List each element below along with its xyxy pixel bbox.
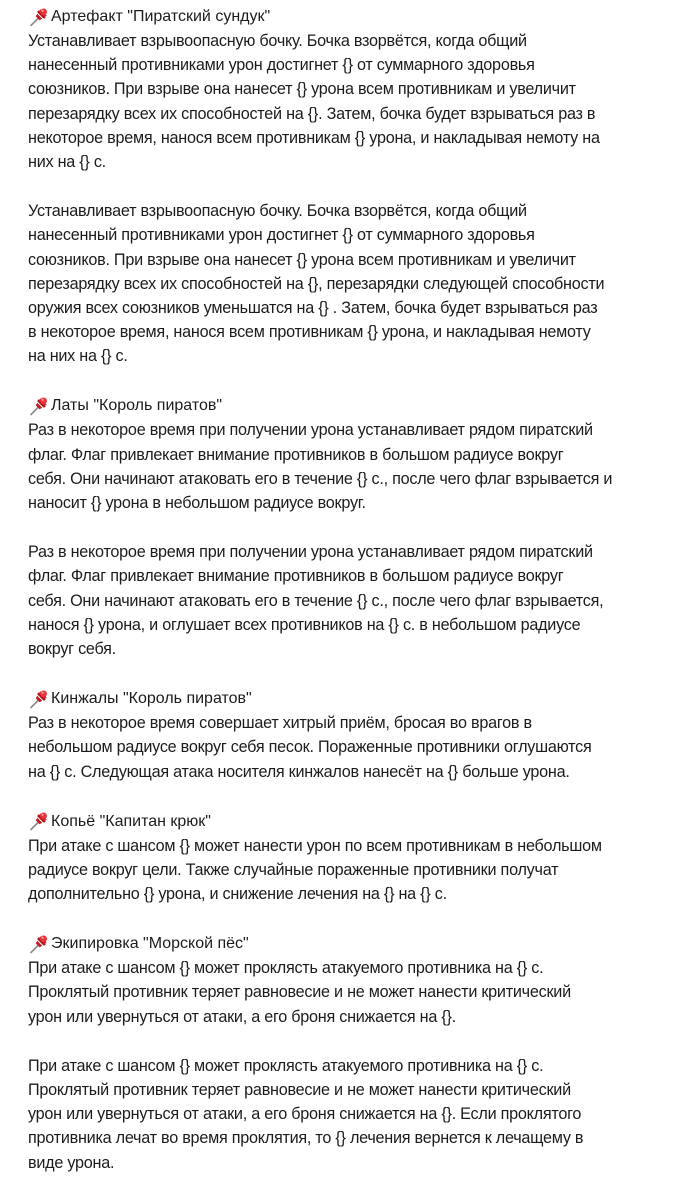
section-spacer bbox=[28, 368, 669, 393]
text-line: Раз в некоторое время при получении урона устанавливает рядом пиратский bbox=[28, 543, 593, 562]
text-line: союзников. При взрыве она нанесет {} урона всем противникам и увеличит bbox=[28, 250, 576, 269]
text-line: в некоторое время, нанося всем противникам {} урона, и накладывая немоту bbox=[28, 323, 591, 342]
text-line: нанесенный противниками урон достигнет {} от суммарного здоровья bbox=[28, 226, 535, 245]
item-title bbox=[28, 686, 669, 711]
text-line: себя. Они начинают атаковать его в течение {} с., после чего флаг взрывается и bbox=[28, 469, 613, 488]
item-title bbox=[28, 4, 669, 29]
text-line: небольшом радиусе вокруг себя песок. Пораженные противники оглушаются bbox=[28, 738, 592, 757]
item-title-text: Латы "Король пиратов" bbox=[51, 397, 223, 415]
pushpin-icon bbox=[28, 395, 50, 417]
text-line: Раз в некоторое время совершает хитрый приём, бросая во врагов в bbox=[28, 714, 532, 733]
item-section bbox=[28, 393, 669, 661]
text-line: перезарядку всех их способностей на {}. Затем, бочка будет взрываться раз в bbox=[28, 104, 596, 123]
item-section bbox=[28, 4, 669, 368]
item-section bbox=[28, 686, 669, 784]
text-line: Устанавливает взрывоопасную бочку. Бочка взорвётся, когда общий bbox=[28, 32, 527, 50]
pushpin-icon bbox=[28, 933, 50, 955]
text-line: на {} с. Следующая атака носителя кинжалов нанесёт на {} больше урона. bbox=[28, 762, 570, 781]
text-line: оружия всех союзников уменьшатся на {} . Затем, бочка будет взрываться раз bbox=[28, 298, 598, 317]
pushpin-icon bbox=[28, 688, 50, 710]
item-title-text: Кинжалы "Король пиратов" bbox=[51, 690, 252, 708]
pushpin-icon bbox=[28, 810, 50, 832]
text-line: нанося {} урона, и оглушает всех противников на {} с. в небольшом радиусе bbox=[28, 615, 581, 634]
text-line: урон или увернуться от атаки, а его броня снижается на {}. Если проклятого bbox=[28, 1105, 582, 1124]
text-line: урон или увернуться от атаки, а его броня снижается на {}. bbox=[28, 1007, 456, 1026]
description-paragraph bbox=[28, 956, 669, 1029]
section-spacer bbox=[28, 784, 669, 809]
text-line: нанесенный противниками урон достигнет {} от суммарного здоровья bbox=[28, 56, 535, 75]
text-line: наносит {} урона в небольшом радиусе вокруг. bbox=[28, 494, 366, 512]
text-line: При атаке с шансом {} может проклясть атакуемого противника на {} с. bbox=[28, 959, 544, 978]
text-line: Раз в некоторое время при получении урона устанавливает рядом пиратский bbox=[28, 421, 593, 440]
item-title-text: Артефакт "Пиратский сундук" bbox=[51, 8, 271, 25]
pushpin-icon bbox=[28, 6, 50, 28]
text-line: дополнительно {} урона, и снижение лечения на {} на {} с. bbox=[28, 885, 447, 904]
paragraph-spacer bbox=[28, 515, 669, 540]
text-line: себя. Они начинают атаковать его в течение {} с., после чего флаг взрывается, bbox=[28, 591, 604, 610]
description-paragraph bbox=[28, 834, 669, 907]
description-paragraph bbox=[28, 1054, 669, 1175]
section-spacer bbox=[28, 661, 669, 686]
item-title bbox=[28, 393, 669, 418]
item-title bbox=[28, 809, 669, 834]
section-spacer bbox=[28, 906, 669, 931]
text-line: флаг. Флаг привлекает внимание противников в большом радиусе вокруг bbox=[28, 445, 564, 464]
text-line: виде урона. bbox=[28, 1153, 115, 1172]
text-line: них на {} с. bbox=[28, 152, 106, 171]
text-line: Устанавливает взрывоопасную бочку. Бочка взорвётся, когда общий bbox=[28, 202, 527, 221]
item-title-text: Экипировка "Морской пёс" bbox=[51, 935, 249, 953]
text-line: союзников. При взрыве она нанесет {} урона всем противникам и увеличит bbox=[28, 80, 576, 99]
text-line: Проклятый противник теряет равновесие и не может нанести критический bbox=[28, 1081, 571, 1099]
item-title-text: Копьё "Капитан крюк" bbox=[51, 812, 211, 830]
text-line: радиусе вокруг цели. Также случайные пораженные противники получат bbox=[28, 860, 559, 879]
description-paragraph bbox=[28, 418, 669, 515]
text-line: на них на {} с. bbox=[28, 347, 128, 366]
text-line: флаг. Флаг привлекает внимание противников в большом радиусе вокруг bbox=[28, 567, 564, 586]
text-line: При атаке с шансом {} может нанести урон по всем противникам в небольшом bbox=[28, 836, 602, 855]
paragraph-spacer bbox=[28, 1029, 669, 1054]
text-line: вокруг себя. bbox=[28, 639, 116, 658]
description-paragraph bbox=[28, 711, 669, 784]
item-section bbox=[28, 931, 669, 1175]
text-line: Проклятый противник теряет равновесие и не может нанести критический bbox=[28, 983, 571, 1002]
description-paragraph bbox=[28, 199, 669, 368]
description-paragraph bbox=[28, 29, 669, 174]
text-line: некоторое время, нанося всем противникам {} урона, и накладывая немоту на bbox=[28, 128, 600, 147]
item-section bbox=[28, 809, 669, 907]
text-line: перезарядку всех их способностей на {}, перезарядки следующей способности bbox=[28, 274, 605, 293]
text-line: противника лечат во время проклятия, то {} лечения вернется к лечащему в bbox=[28, 1129, 584, 1148]
paragraph-spacer bbox=[28, 174, 669, 199]
description-paragraph bbox=[28, 540, 669, 661]
text-line: При атаке с шансом {} может проклясть атакуемого противника на {} с. bbox=[28, 1056, 544, 1075]
item-title bbox=[28, 931, 669, 956]
